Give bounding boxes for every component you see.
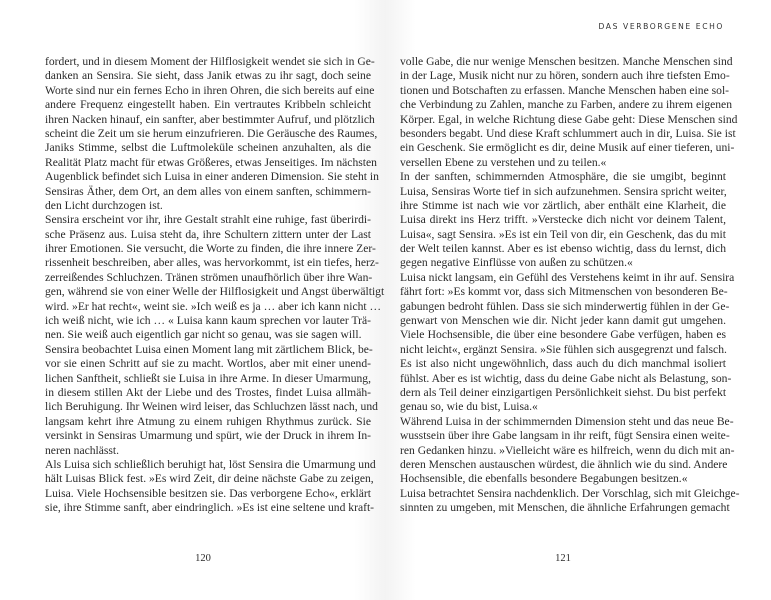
text-line: Realität Platz macht für etwas Größeres, etwas Jenseitiges. Im nächsten (45, 155, 377, 169)
text-line: tionen und Botschaften zu erfassen. Manche Menschen haben eine sol- (400, 83, 730, 97)
text-line: scheint die Zeit um sie herum einzufrieren. Die Geräusche des Raumes, (45, 126, 378, 140)
text-line: ihrer Emotionen. Sie versucht, die Worte zu finden, die ihre innere Zer- (45, 242, 376, 256)
text-line: Hochsensible, die ebenfalls besondere Begabungen besitzen.« (400, 472, 688, 486)
text-line: ihre Stimme ist nach wie vor zärtlich, aber enthält eine Klarheit, die (400, 198, 726, 212)
text-line: wusstsein über ihre Gabe langsam in ihr reift, fügt Sensira einen weite- (400, 429, 730, 443)
text-line: lichen Sanftheit, schließt sie Luisa in ihre Arme. In dieser Umarmung, (45, 371, 371, 385)
text-line: Luisa betrachtet Sensira nachdenklich. Der Vorschlag, sich mit Gleichge- (400, 486, 740, 500)
text-line: Luisa nickt langsam, ein Gefühl des Verstehens keimt in ihr auf. Sensira (400, 270, 735, 284)
text-line: sie, ihre Stimme sanft, aber eindringlich. »Es ist eine seltene und kraft- (45, 501, 375, 515)
text-line: volle Gabe, die nur wenige Menschen besitzen. Manche Menschen sind (400, 55, 733, 68)
text-line: nicht leicht«, ergänzt Sensira. »Sie fühlen sich ausgegrenzt und falsch. (400, 342, 727, 356)
left-page-body (45, 55, 385, 516)
text-line: zerreißendes Schluchzen. Tränen strömen unaufhörlich über ihre Wan- (45, 270, 373, 284)
text-line: gen, während sie von einer Welle der Hilflosigkeit und Angst überwältigt (45, 285, 385, 299)
text-line: lich Beruhigung. Ihr Weinen wird leiser, das Schluchzen lässt nach, und (45, 400, 378, 414)
text-line: In der sanften, schimmernden Atmosphäre, die sie umgibt, beginnt (400, 170, 726, 184)
text-line: ren Gedanken hinzu. »Vielleicht wäre es hilfreich, wenn du dich mit an- (400, 443, 735, 457)
running-header: DAS VERBORGENE ECHO (598, 22, 724, 31)
text-line: gabungen bedroht fühlen. Dass sie sich minderwertig fühlen in der Ge- (400, 299, 730, 313)
text-line: Janiks Stimme, selbst die Luftmoleküle scheinen anzuhalten, als die (45, 141, 371, 155)
text-line: Worte sind nur ein fernes Echo in ihren Ohren, die sich bereits auf eine (45, 83, 375, 97)
text-line: langsam kehrt ihre Atmung zu einem ruhigen Rhythmus zurück. Sie (45, 414, 371, 428)
text-line: in der Lage, Musik nicht nur zu hören, sondern auch ihre tiefsten Emo- (400, 69, 730, 83)
text-line: sinnten zu umgeben, mit Menschen, die ähnliche Erfahrungen gemacht (400, 501, 730, 515)
text-line: Luisa, Sensiras Worte tief in sich aufzunehmen. Sensira spricht weiter, (400, 184, 727, 198)
text-line: Sensira erscheint vor ihr, ihre Gestalt strahlt eine ruhige, fast überirdi- (45, 213, 371, 227)
text-line: Als Luisa sich schließlich beruhigt hat, löst Sensira die Umarmung und (45, 457, 376, 471)
text-line: versellen Ebene zu verstehen und zu teilen.« (400, 155, 607, 169)
text-line: besonders begabt. Und diese Kraft schlummert auch in dir, Luisa. Sie ist (400, 126, 736, 140)
right-page-body (400, 55, 740, 516)
text-line: Sensira beobachtet Luisa einen Moment lang mit zärtlichem Blick, be- (45, 342, 373, 356)
text-line: Während Luisa in der schimmernden Dimension steht und das neue Be- (400, 414, 734, 428)
text-line: versinkt in Sensiras Umarmung und spürt, wie der Druck in ihrem In- (45, 429, 371, 443)
text-line: nen. Sie weiß auch eigentlich gar nicht so genau, was sie sagen will. (45, 328, 362, 342)
text-line: fordert, und in diesem Moment der Hilflosigkeit wendet sie sich in Ge- (45, 55, 375, 68)
text-line: che Verbindung zu Zahlen, manche zu Farben, andere zu ihrem eigenen (400, 98, 733, 112)
text-line: fährt fort: »Es kommt vor, dass sich Mitmenschen von besonderen Be- (400, 285, 728, 299)
text-line: andere Frequenz eingestellt haben. Ein vertrautes Kribbeln schleicht (45, 98, 371, 112)
text-line: vor sie einen Schritt auf sie zu macht. Wortlos, aber mit einer unend- (45, 357, 371, 371)
text-line: Luisa direkt ins Herz trifft. »Verstecke dich nicht vor deinem Talent, (400, 213, 726, 227)
text-line: Luisa. Viele Hochsensible besitzen sie. Das verborgene Echo«, erklärt (45, 486, 371, 500)
text-line: rissenheit beschreiben, aber alles, was hervorkommt, ist ein tiefes, herz- (45, 256, 379, 270)
text-line: wird. »Er hat recht«, weint sie. »Ich weiß es ja … aber ich kann nicht … (45, 299, 382, 313)
text-line: deren Menschen austauschen würdest, die ähnlich wie du sind. Andere (400, 457, 728, 471)
right-page (385, 0, 770, 600)
text-line: neren nachlässt. (45, 443, 120, 457)
text-line: Es ist also nicht ungewöhnlich, dass auch du dich manchmal isoliert (400, 357, 726, 371)
text-line: dern als Teil deiner einzigartigen Persönlichkeit siehst. Du bist perfekt (400, 385, 727, 399)
text-line: gegen negative Einflüsse von außen zu schützen.« (400, 256, 633, 270)
text-line: fühlst. Aber es ist wichtig, dass du deine Gabe nicht als Belastung, son- (400, 371, 732, 385)
text-line: danken an Sensira. Sie sieht, dass Janik etwas zu ihr sagt, doch seine (45, 69, 371, 83)
left-page (0, 0, 385, 600)
text-line: in diesem stillen Akt der Liebe und des Trostes, findet Luisa allmäh- (45, 385, 371, 399)
text-line: ein Geschenk. Sie ermöglicht es dir, deine Musik auf einer tieferen, uni- (400, 141, 735, 155)
text-line: ich weiß nicht, wie ich … « Luisa kann kaum sprechen vor lauter Trä- (45, 314, 371, 328)
text-line: Augenblick befindet sich Luisa in einer anderen Dimension. Sie steht in (45, 170, 379, 184)
text-line: der Welt teilen kannst. Aber es ist ebenso wichtig, dass du lernst, dich (400, 242, 726, 256)
text-line: Sensiras Äther, dem Ort, an dem alles von einem sanften, schimmern- (45, 184, 371, 198)
text-line: hält Luisas Blick fest. »Es wird Zeit, dir deine nächste Gabe zu zeigen, (45, 472, 374, 486)
text-line: genau so, wie du bist, Luisa.« (400, 400, 538, 414)
text-line: genwart von Menschen wie dir. Nicht jeder kann damit gut umgehen. (400, 314, 726, 328)
text-line: sche Präsenz aus. Luisa steht da, ihre Schultern zittern unter der Last (45, 227, 371, 241)
page-number-left: 120 (195, 553, 211, 564)
text-line: den Licht durchzogen ist. (45, 198, 163, 212)
text-line: Viele Hochsensible, die über eine besondere Gabe verfügen, haben es (400, 328, 726, 342)
page-number-right: 121 (555, 553, 571, 564)
text-line: Luisa«, sagt Sensira. »Es ist ein Teil von dir, ein Geschenk, das du mit (400, 227, 726, 241)
text-line: ihren Nacken hinauf, ein sanfter, aber bestimmter Aufruf, und plötzlich (45, 112, 375, 126)
text-line: Körper. Egal, in welche Richtung diese Gabe geht: Diese Menschen sind (400, 112, 738, 126)
